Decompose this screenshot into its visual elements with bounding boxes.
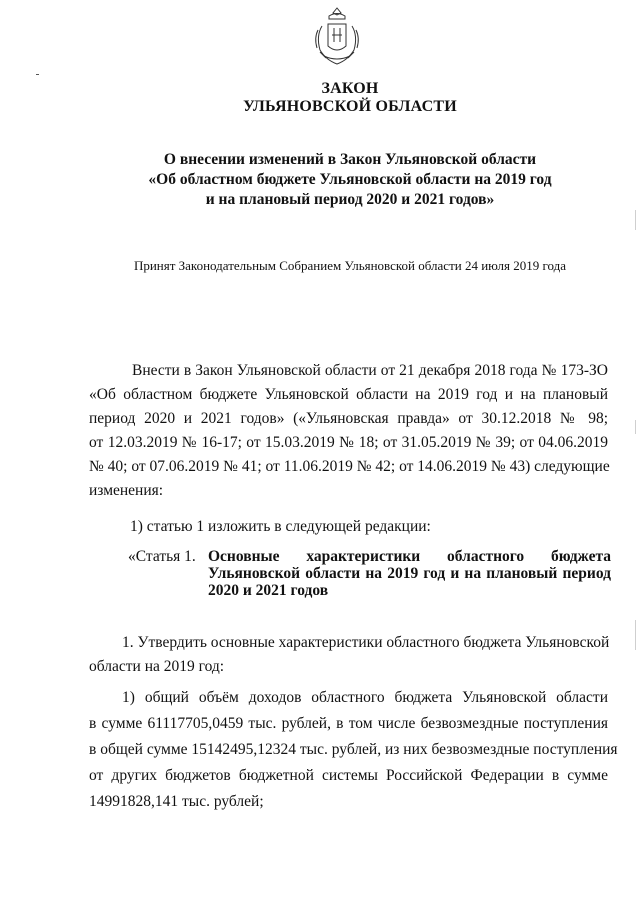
article-title-line: 2020 и 2021 годов [208, 582, 329, 599]
paragraph-line: изменения: [89, 482, 164, 499]
law-heading: ЗАКОН [321, 80, 379, 97]
paragraph-line: в сумме 61117705,0459 тыс. рублей, в том числе безвозмездные поступления [89, 715, 608, 732]
article-title-line: Ульяновской области на 2019 год и на плановый период [208, 565, 611, 582]
scan-edge-mark [635, 210, 636, 230]
paragraph-line: «Об областном бюджете Ульяновской области на 2019 год и на плановый [89, 386, 608, 403]
paragraph-line: Внести в Закон Ульяновской области от 21 декабря 2018 года № 173-ЗО [132, 362, 608, 379]
region-heading: УЛЬЯНОВСКОЙ ОБЛАСТИ [243, 98, 457, 115]
article-label: «Статья 1. [128, 548, 196, 565]
law-title-line: О внесении изменений в Закон Ульяновской области [163, 151, 537, 168]
scan-edge-mark [635, 420, 636, 434]
paragraph-line: области на 2019 год: [89, 658, 225, 675]
paragraph-line: 1. Утвердить основные характеристики областного бюджета Ульяновской [122, 634, 610, 651]
law-title-line: и на плановый период 2020 и 2021 годов» [205, 191, 495, 208]
coat-of-arms-icon [312, 6, 362, 68]
law-title-line: «Об областном бюджете Ульяновской области на 2019 год [148, 171, 552, 188]
paragraph-line: 1) общий объём доходов областного бюджета Ульяновской области [122, 689, 608, 706]
paragraph-line: 14991828,141 тыс. рублей; [89, 793, 264, 810]
paragraph-line: от других бюджетов бюджетной системы Российской Федерации в сумме [89, 767, 608, 784]
paragraph-line: от 12.03.2019 № 16-17; от 15.03.2019 № 18; от 31.05.2019 № 39; от 04.06.2019 [89, 434, 608, 451]
paragraph-line: в общей сумме 15142495,12324 тыс. рублей, из них безвозмездные поступления [89, 741, 618, 758]
law-title [0, 150, 640, 210]
item-1: 1) статью 1 изложить в следующей редакции: [130, 518, 431, 535]
scan-speck [36, 74, 39, 75]
scan-edge-mark [635, 620, 636, 650]
intro-paragraph [89, 359, 608, 503]
adoption-note: Принят Законодательным Собранием Ульяновской области 24 июля 2019 года [133, 258, 567, 273]
article-title [208, 548, 611, 599]
article-title-line: Основные характеристики областного бюджета [208, 548, 611, 565]
paragraph-line: № 40; от 07.06.2019 № 41; от 11.06.2019 № 42; от 14.06.2019 № 43) следующие [89, 458, 610, 475]
clause-1 [89, 631, 608, 679]
subclause-1 [89, 685, 618, 815]
paragraph-line: период 2020 и 2021 годов» («Ульяновская правда» от 30.12.2018 № 98; [89, 410, 608, 427]
